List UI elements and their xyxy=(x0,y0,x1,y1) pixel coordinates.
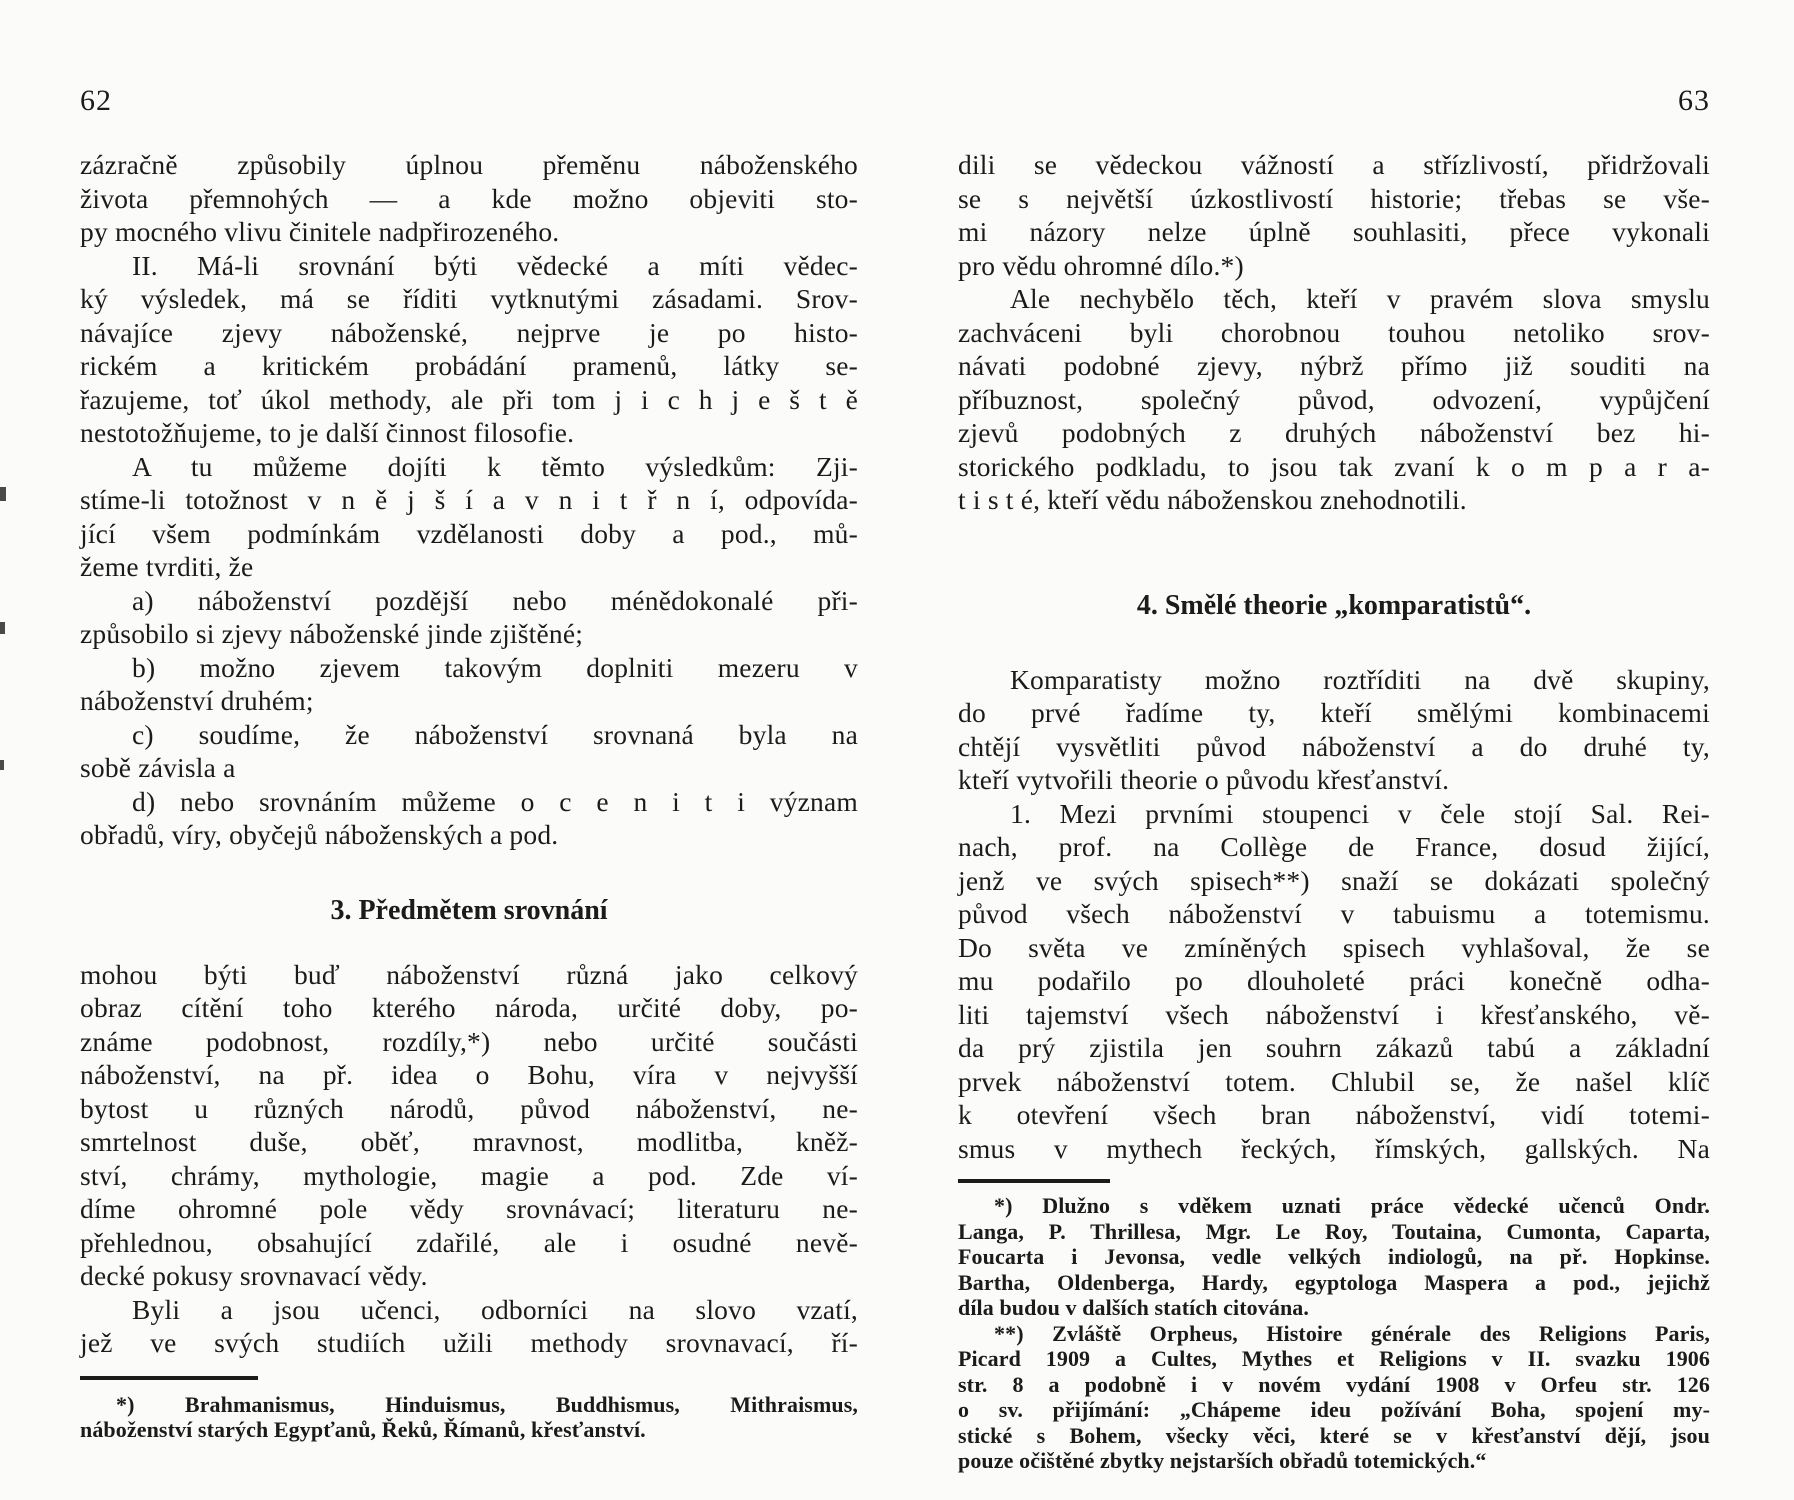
text-line: návati podobné zjevy, nýbrž přímo již souditi na xyxy=(958,350,1710,381)
text-line: díme ohromné pole vědy srovnávací; literaturu ne- xyxy=(80,1193,858,1224)
text-line: obraz cítění toho kterého národa, určité doby, po- xyxy=(80,992,858,1023)
text-line: liti tajemství všech náboženství i křesťanského, vě- xyxy=(958,998,1710,1030)
footnote-line: o sv. přijímání: „Chápeme ideu požívání Boha, spojení my- xyxy=(958,1397,1710,1422)
text-line: původ všech náboženství v tabuismu a totemismu. xyxy=(958,898,1710,929)
text-line: k otevření všech bran náboženství, vidí totemi- xyxy=(958,1099,1710,1130)
page-number-left: 62 xyxy=(80,84,112,117)
text-line: známe podobnost, rozdíly,*) nebo určité součásti xyxy=(80,1025,858,1057)
text-line: d) nebo srovnáním můžeme o c e n i t i význam xyxy=(132,785,858,817)
paragraph xyxy=(958,282,1710,517)
paragraph xyxy=(80,958,858,1293)
text-line: c) soudíme, že náboženství srovnaná byla na xyxy=(132,718,858,750)
text-line: zázračně způsobily úplnou přeměnu náboženského xyxy=(80,149,858,180)
footnote-line: Picard 1909 a Cultes, Mythes et Religions v II. svazku 1906 xyxy=(958,1346,1710,1371)
footnote-line: náboženství starých Egypťanů, Řeků, Římanů, křesťanství. xyxy=(80,1417,646,1442)
text-line: jež ve svých studiích užili methody srovnavací, ří- xyxy=(80,1327,858,1358)
footnote-line: pouze očištěné zbytky nejstarších obřadů totemických.“ xyxy=(958,1448,1487,1473)
text-line: kteří vytvořili theorie o původu křesťanství. xyxy=(958,764,1450,795)
paragraph xyxy=(80,651,858,718)
section-heading: 3. Předmětem srovnání xyxy=(330,894,608,926)
page-63-content xyxy=(958,148,1710,1474)
footnote-line: *) Brahmanismus, Hinduismus, Buddhismus, Mithraismus, xyxy=(116,1391,858,1417)
text-line: žeme tvrditi, že xyxy=(80,551,254,582)
text-line: A tu můžeme dojíti k těmto výsledkům: Zji- xyxy=(132,450,858,482)
paragraph xyxy=(80,450,858,584)
text-line: ství, chrámy, mythologie, magie a pod. Zde ví- xyxy=(80,1159,858,1191)
text-line: Byli a jsou učenci, odborníci na slovo vzatí, xyxy=(132,1293,858,1325)
text-line: t i s t é, kteří vědu náboženskou znehodnotili. xyxy=(958,484,1467,515)
text-line: dili se vědeckou vážností a střízlivostí, přidržovali xyxy=(958,149,1710,180)
text-line: decké pokusy srovnavací vědy. xyxy=(80,1260,428,1291)
text-line: mi názory nelze úplně souhlasiti, přece vykonali xyxy=(958,216,1710,247)
footnote-rule xyxy=(958,1179,1110,1183)
text-line: příbuznost, společný původ, odvození, vypůjčení xyxy=(958,383,1710,415)
paragraph xyxy=(80,584,858,651)
footnote-line: Foucarta i Jevonsa, vedle velkých indiologů, na př. Hopkinse. xyxy=(958,1244,1710,1269)
text-line: smus v mythech řeckých, římských, gallských. Na xyxy=(958,1132,1710,1164)
text-line: návajíce zjevy náboženské, nejprve je po histo- xyxy=(80,316,858,348)
paragraph xyxy=(958,797,1710,1166)
text-line: Komparatisty možno roztříditi na dvě skupiny, xyxy=(1010,663,1710,695)
text-line: sobě závisla a xyxy=(80,752,236,783)
text-line: py mocného vlivu činitele nadpřirozeného. xyxy=(80,216,560,247)
footnote-line: díla budou v dalších statích citována. xyxy=(958,1295,1309,1320)
footnote-line: stické s Bohem, všecky věci, které se v křesťanství dějí, jsou xyxy=(958,1422,1710,1448)
text-line: řazujeme, toť úkol methody, ale při tom j i c h j e š t ě xyxy=(80,383,858,415)
paragraph xyxy=(958,148,1710,282)
text-line: obřadů, víry, obyčejů náboženských a pod. xyxy=(80,819,559,850)
paragraph xyxy=(80,148,858,249)
paragraph xyxy=(958,663,1710,797)
footnote-line: Bartha, Oldenberga, Hardy, egyptologa Maspera a pod., jejichž xyxy=(958,1269,1710,1295)
paragraph xyxy=(80,249,858,450)
text-line: stíme-li totožnost v n ě j š í a v n i t ř n í, odpovída- xyxy=(80,484,858,515)
text-line: náboženství, na př. idea o Bohu, víra v nejvyšší xyxy=(80,1059,858,1090)
text-line: života přemnohých — a kde možno objeviti sto- xyxy=(80,182,858,214)
text-line: zjevů podobných z druhých náboženství bez hi- xyxy=(958,417,1710,448)
page-62 xyxy=(80,84,858,1443)
footnote xyxy=(958,1193,1710,1321)
scan-artifact xyxy=(0,487,6,501)
text-line: da prý zjistila jen souhrn zákazů tabú a základní xyxy=(958,1032,1710,1063)
page-number-right: 63 xyxy=(1678,84,1710,117)
footnote-rule xyxy=(80,1376,258,1380)
paragraph xyxy=(80,1293,858,1360)
text-line: b) možno zjevem takovým doplniti mezeru v xyxy=(132,651,858,683)
text-line: 1. Mezi prvními stoupenci v čele stojí Sal. Rei- xyxy=(1010,797,1710,829)
page-62-content xyxy=(80,148,858,1443)
text-line: mu podařilo po dlouholeté práci konečně odha- xyxy=(958,965,1710,996)
text-line: do prvé řadíme ty, kteří smělými kombinacemi xyxy=(958,697,1710,728)
text-line: jenž ve svých spisech**) snaží se dokázati společný xyxy=(958,864,1710,896)
text-line: mohou býti buď náboženství různá jako celkový xyxy=(80,958,858,990)
text-line: zachváceni byli chorobnou touhou netoliko srov- xyxy=(958,316,1710,348)
text-line: přehlednou, obsahující zdařilé, ale i osudné nevě- xyxy=(80,1226,858,1258)
text-line: smrtelnost duše, oběť, mravnost, modlitba, kněž- xyxy=(80,1126,858,1157)
text-line: rickém a kritickém probádání pramenů, látky se- xyxy=(80,350,858,381)
paragraph xyxy=(80,718,858,785)
text-line: nach, prof. na Collège de France, dosud žijící, xyxy=(958,831,1710,862)
text-line: pro vědu ohromné dílo.*) xyxy=(958,249,1244,281)
footnote xyxy=(80,1392,858,1443)
page-63 xyxy=(958,84,1710,1474)
text-line: prvek náboženství totem. Chlubil se, že našel klíč xyxy=(958,1065,1710,1097)
text-line: a) náboženství pozdější nebo ménědokonalé při- xyxy=(132,584,858,616)
text-line: II. Má-li srovnání býti vědecké a míti vědec- xyxy=(132,249,858,281)
text-line: způsobilo si zjevy náboženské jinde zjištěné; xyxy=(80,618,584,649)
text-line: se s největší úzkostlivostí historie; třebas se vše- xyxy=(958,182,1710,214)
footnote-line: *) Dlužno s vděkem uznati práce vědecké učenců Ondr. xyxy=(994,1193,1710,1218)
text-line: nestotožňujeme, to je další činnost filosofie. xyxy=(80,417,575,448)
scan-artifact xyxy=(0,760,4,770)
section-heading: 4. Smělé theorie „komparatistů“. xyxy=(1136,589,1532,621)
footnote-line: str. 8 a podobně i v novém vydání 1908 v Orfeu str. 126 xyxy=(958,1371,1710,1397)
scan-artifact xyxy=(0,622,5,634)
footnote-line: Langa, P. Thrillesa, Mgr. Le Roy, Toutaina, Cumonta, Caparta, xyxy=(958,1218,1710,1244)
footnote-line: **) Zvláště Orpheus, Histoire générale des Religions Paris, xyxy=(994,1320,1710,1346)
text-line: jící všem podmínkám vzdělanosti doby a pod., mů- xyxy=(80,517,858,549)
text-line: chtějí vysvětliti původ náboženství a do druhé ty, xyxy=(958,730,1710,762)
text-line: bytost u různých národů, původ náboženství, ne- xyxy=(80,1092,858,1124)
footnote xyxy=(958,1321,1710,1474)
text-line: náboženství druhém; xyxy=(80,685,314,716)
text-line: Ale nechybělo těch, kteří v pravém slova smyslu xyxy=(1010,283,1710,314)
text-line: storického podkladu, to jsou tak zvaní k o m p a r a- xyxy=(958,450,1710,482)
text-line: ký výsledek, má se říditi vytknutými zásadami. Srov- xyxy=(80,283,858,314)
paragraph xyxy=(80,785,858,852)
text-line: Do světa ve zmíněných spisech vyhlašoval, že se xyxy=(958,931,1710,963)
